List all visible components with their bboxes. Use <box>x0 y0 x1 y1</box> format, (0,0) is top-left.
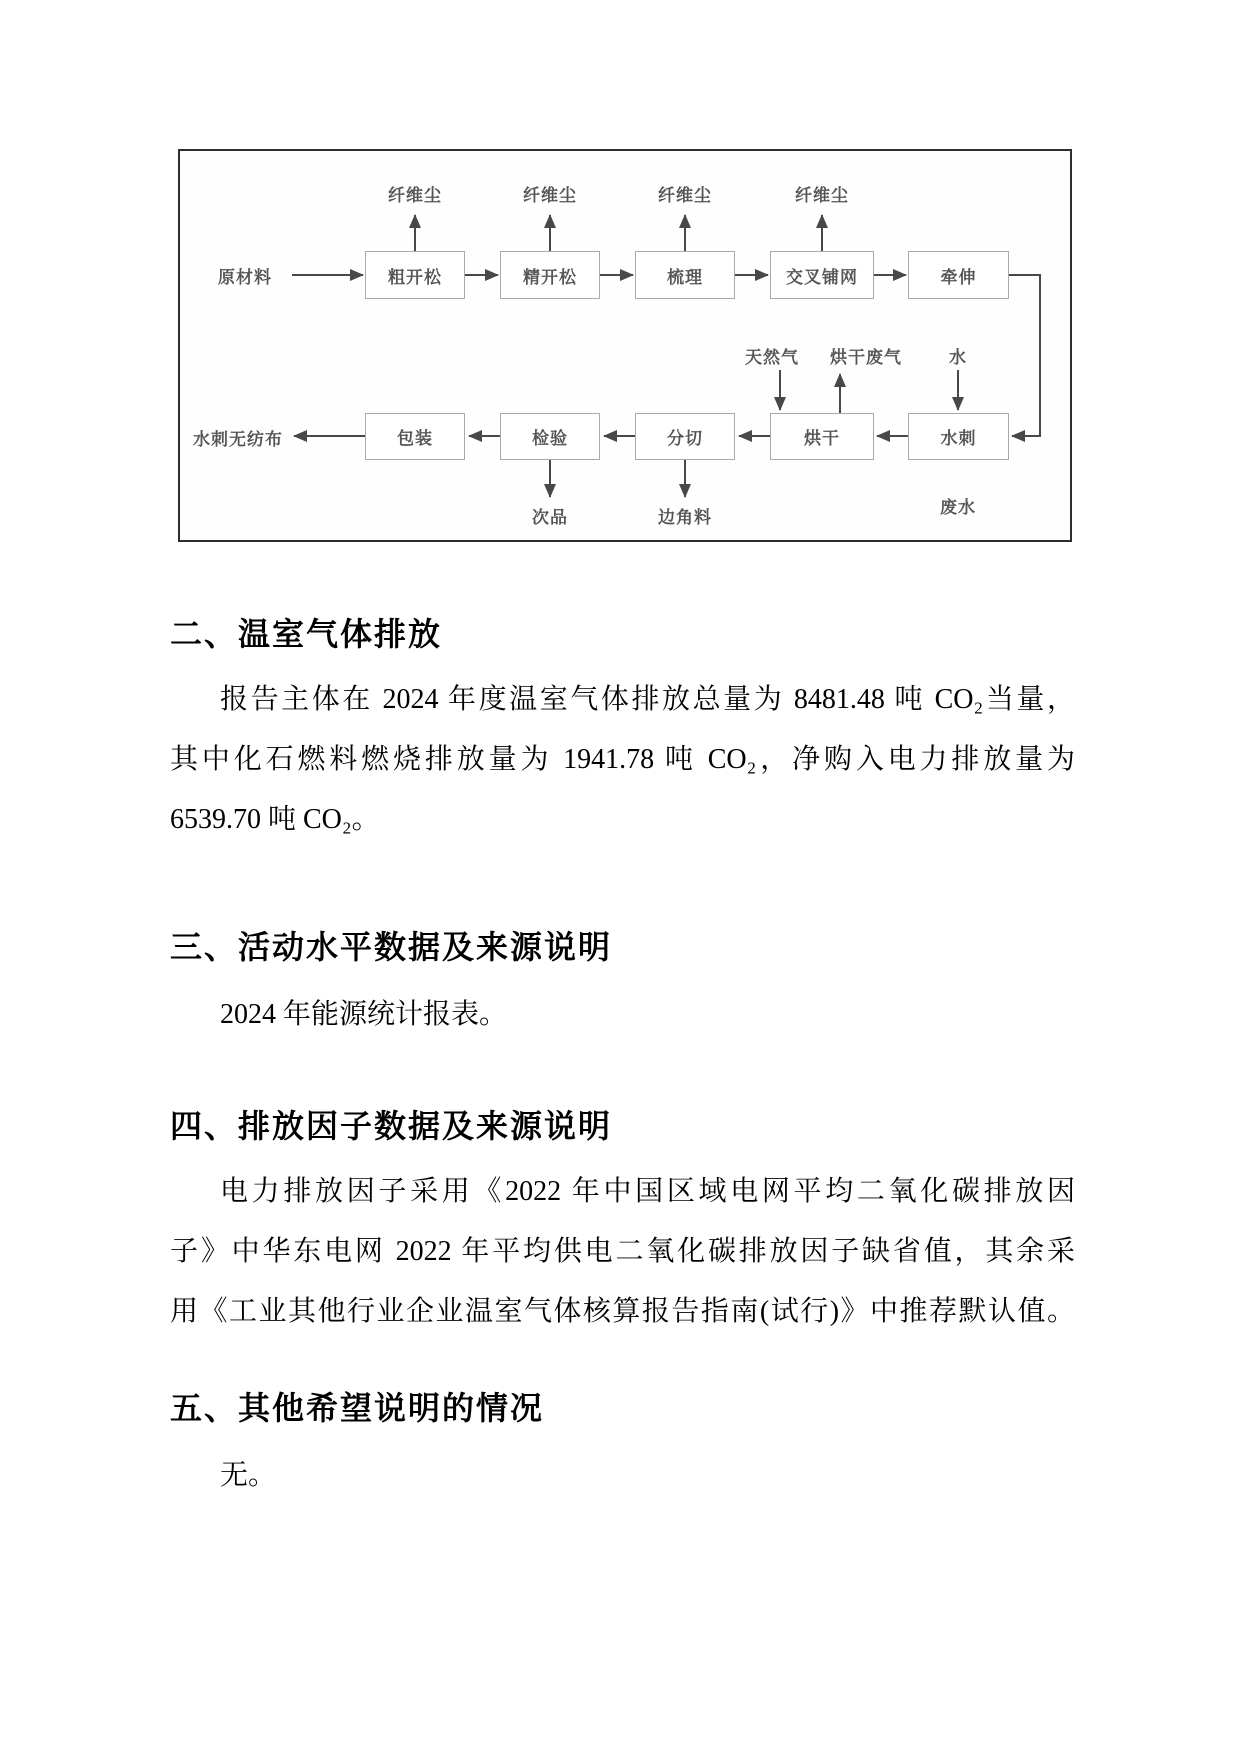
section-emission-factors <box>170 1104 1075 1342</box>
section-heading: 五、其他希望说明的情况 <box>170 1390 545 1426</box>
process-flow-diagram <box>178 149 1072 542</box>
flow-arrows <box>180 151 1070 540</box>
flow-box-inspection: 检验 <box>500 413 600 460</box>
section-paragraph <box>170 1162 1075 1342</box>
input-output-arrows <box>550 370 958 497</box>
section-heading: 四、排放因子数据及来源说明 <box>170 1108 613 1144</box>
drying-exhaust-label: 烘干废气 <box>830 348 902 367</box>
flow-box-cross-lapping: 交叉铺网 <box>770 251 874 299</box>
flow-box-rough-opening: 粗开松 <box>365 251 465 299</box>
raw-material-label: 原材料 <box>218 268 272 287</box>
section-paragraph <box>170 985 1075 1045</box>
paragraph-line: 用《工业其他行业企业温室气体核算报告指南(试行)》中推荐默认值。 <box>170 1296 1075 1327</box>
drafting-to-spunlace-connector <box>1009 275 1040 436</box>
paragraph-line: 电力排放因子采用《2022 年中国区域电网平均二氧化碳排放因 <box>220 1176 1075 1207</box>
section-heading: 二、温室气体排放 <box>170 616 443 652</box>
flow-box-packaging: 包装 <box>365 413 465 460</box>
section-other-notes <box>170 1386 1075 1506</box>
fiber-dust-arrows <box>415 215 822 251</box>
fiber-dust-label: 纤维尘 <box>795 186 849 205</box>
section-paragraph <box>170 670 1075 850</box>
paragraph-line: 2024 年能源统计报表。 <box>220 999 508 1030</box>
fiber-dust-label: 纤维尘 <box>523 186 577 205</box>
flow-box-fine-opening: 精开松 <box>500 251 600 299</box>
section-ghg-emissions <box>170 612 1075 850</box>
water-label: 水 <box>949 348 967 367</box>
flow-box-carding: 梳理 <box>635 251 735 299</box>
paragraph-line: 其中化石燃料燃烧排放量为 1941.78 吨 CO₂，净购入电力排放量为 <box>170 744 1075 775</box>
scrap-label: 边角料 <box>658 508 712 527</box>
natural-gas-label: 天然气 <box>745 348 799 367</box>
flow-box-drying: 烘干 <box>770 413 874 460</box>
flow-box-slitting: 分切 <box>635 413 735 460</box>
section-paragraph <box>170 1446 1075 1506</box>
section-activity-data <box>170 925 1075 1045</box>
paragraph-line: 报告主体在 2024 年度温室气体排放总量为 8481.48 吨 CO₂当量， <box>220 684 1075 715</box>
defective-product-label: 次品 <box>532 508 568 527</box>
paragraph-line: 无。 <box>220 1460 277 1491</box>
spunlace-nonwoven-label: 水刺无纺布 <box>193 430 283 449</box>
paragraph-line: 子》中华东电网 2022 年平均供电二氧化碳排放因子缺省值，其余采 <box>170 1236 1075 1267</box>
flow-box-drafting: 牵伸 <box>908 251 1009 299</box>
section-heading: 三、活动水平数据及来源说明 <box>170 929 613 965</box>
fiber-dust-label: 纤维尘 <box>658 186 712 205</box>
flow-box-spunlace: 水刺 <box>908 413 1009 460</box>
fiber-dust-label: 纤维尘 <box>388 186 442 205</box>
wastewater-label: 废水 <box>940 498 976 517</box>
paragraph-line: 6539.70 吨 CO₂。 <box>170 804 380 835</box>
